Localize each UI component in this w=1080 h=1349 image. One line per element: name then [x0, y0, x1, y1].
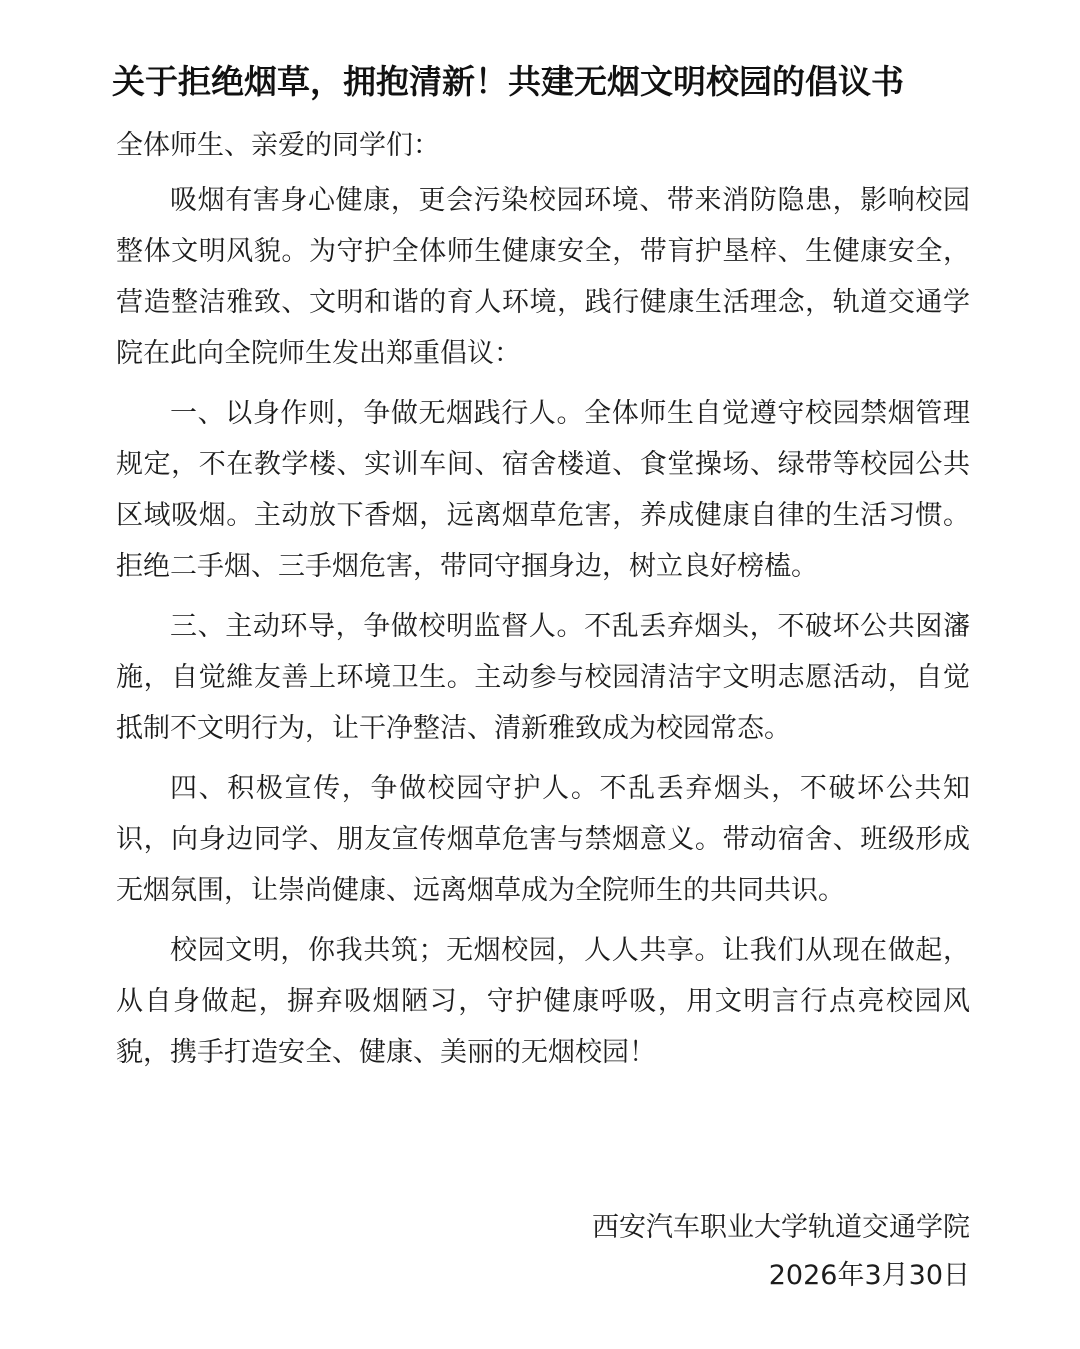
document-body	[116, 120, 970, 1087]
paragraph-intro: 吸烟有害身心健康，更会污染校园环境、带来消防隐患，影响校园整体文明风貌。为守护全体师生健康安全，带肓护垦梓、生健康安全，营造整洁雅致、文明和谐的育人环境，践行健康生活理念，轨道交通学院在此向全院师生发出郑重倡议：	[116, 185, 970, 369]
signature-date: 2026年3月30日	[768, 1260, 970, 1291]
salutation: 全体师生、亲爱的同学们：	[116, 130, 440, 161]
paragraph-point-one: 一、以身作则，争做无烟践行人。全体师生自觉遵守校园禁烟管理规定，不在教学楼、实训车间、宿舍楼道、食堂操场、绿带等校园公共区域吸烟。主动放下香烟，远离烟草危害，养成健康自律的生活习惯。拒绝二手烟、三手烟危害，带同守掴身边，树立良好榜榼。	[116, 398, 970, 582]
paragraph-point-three: 三、主动环导，争做校明监督人。不乱丢弃烟头，不破坏公共囡瀋施，自觉維友善上环境卫生。主动参与校园清洁宇文明志愿活动，自觉抵制不文明行为，让干净整洁、清新雅致成为校园常态。	[116, 611, 970, 744]
paragraph-point-four: 四、积极宣传，争做校园守护人。不乱丢弃烟头，不破坏公共知识，向身边同学、朋友宣传烟草危害与禁烟意义。带动宿舍、班级形成无烟氛围，让崇尚健康、远离烟草成为全院师生的共同共识。	[116, 773, 970, 906]
signature-organization: 西安汽车职业大学轨道交通学院	[592, 1212, 970, 1243]
paragraph-closing: 校园文明，你我共筑；无烟校园，人人共享。让我们从现在做起，从自身做起，摒弃吸烟陋习，守护健康呼吸，用文明言行点亮校园风貌，携手打造安全、健康、美丽的无烟校园！	[116, 935, 970, 1068]
document-title: 关于拒绝烟草，拥抱清新！共建无烟文明校园的倡议书	[112, 62, 904, 101]
